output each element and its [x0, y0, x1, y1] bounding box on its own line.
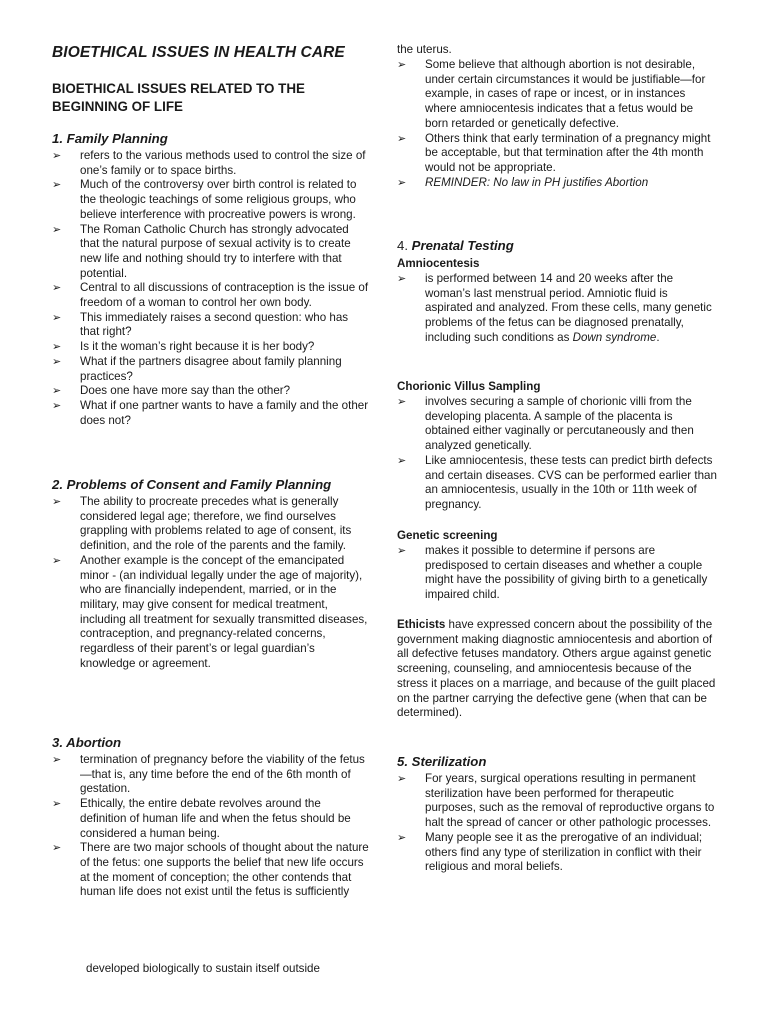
section-family-planning	[52, 130, 370, 428]
bullet-arrow-icon: ➢	[397, 545, 407, 557]
list-item: ➢ The ability to procreate precedes what is generally considered legal age; therefore, we find ourselves grappling with problems related to age of consent, its definition, and the role of the parents and the family.	[52, 495, 352, 553]
section-heading: 5. Sterilization	[397, 754, 487, 769]
bullet-arrow-icon: ➢	[397, 132, 407, 145]
list-item: ➢ is performed between 14 and 20 weeks after the woman’s last menstrual period. Amniotic fluid is aspirated and analyzed. From these cells, many genetic problems of the fetus can be diagnosed prenatally, including such conditions as Down syndrome.	[397, 272, 712, 344]
section-heading: 2. Problems of Consent and Family Planning	[52, 477, 332, 492]
bullet-arrow-icon: ➢	[52, 554, 62, 567]
list-item: ➢ Ethically, the entire debate revolves around the definition of human life and when the fetus should be considered a human being.	[52, 797, 351, 840]
bullet-arrow-icon: ➢	[397, 396, 407, 408]
bullet-list	[397, 272, 717, 346]
list-item: ➢ This immediately raises a second question: who has that right?	[52, 310, 349, 339]
bullet-arrow-icon: ➢	[52, 842, 62, 855]
bullet-list	[397, 544, 717, 603]
list-item: ➢ Much of the controversy over birth control is related to the theologic teachings of some religious groups, who believe interference with procreative powers is wrong.	[52, 178, 357, 221]
list-item: ➢ Many people see it as the prerogative of an individual; others find any type of sterilization in conflict with their religious and moral beliefs.	[397, 830, 703, 874]
bullet-arrow-icon: ➢	[52, 223, 62, 236]
page-subtitle: BIOETHICAL ISSUES RELATED TO THE BEGINNING OF LIFE	[52, 81, 305, 114]
bullet-arrow-icon: ➢	[52, 341, 62, 354]
bullet-arrow-icon: ➢	[52, 399, 62, 412]
bullet-arrow-icon: ➢	[397, 59, 407, 71]
list-item: ➢ involves securing a sample of chorionic villi from the developing placenta. A sample of the placenta is obtained either vaginally or percutaneously and then analyzed genetically.	[397, 395, 694, 453]
bullet-arrow-icon: ➢	[52, 179, 62, 192]
list-item: ➢ Some believe that although abortion is not desirable, under certain circumstances it would be justifiable—for example, in cases of rape or incest, or in instances where amniocentesis indicates that a fetus would be born retarded or genetically defective.	[397, 58, 706, 130]
list-item: ➢ Central to all discussions of contraception is the issue of freedom of a woman to control her own body.	[52, 281, 369, 310]
list-item: ➢ makes it possible to determine if persons are predisposed to certain diseases and whether a couple might have the possibility of giving birth to a genetically impaired child.	[397, 544, 708, 602]
list-item: ➢ There are two major schools of thought about the nature of the fetus: one supports the belief that new life occurs at the moment of conception; the other contends that human life does not exist until the fetus is sufficiently	[52, 841, 369, 899]
section-prenatal-testing	[397, 237, 717, 346]
bullet-list	[397, 395, 717, 513]
section-heading: 4. Prenatal Testing	[397, 238, 514, 253]
section-heading: 1. Family Planning	[52, 131, 168, 146]
list-item: ➢ termination of pregnancy before the viability of the fetus—that is, any time before the end of the 6th month of gestation.	[52, 753, 365, 796]
subheading-genetic-screening: Genetic screening	[397, 529, 498, 542]
bullet-arrow-icon: ➢	[52, 385, 62, 398]
reminder-note: REMINDER: No law in PH justifies Abortion	[425, 175, 649, 189]
subheading-amniocentesis: Amniocentesis	[397, 257, 480, 270]
bullet-list	[52, 149, 370, 428]
list-item: ➢ refers to the various methods used to control the size of one’s family or to space births.	[52, 149, 366, 177]
bullet-arrow-icon: ➢	[397, 454, 407, 467]
bullet-arrow-icon: ➢	[52, 496, 62, 508]
bullet-arrow-icon: ➢	[397, 773, 407, 785]
bullet-arrow-icon: ➢	[52, 355, 62, 368]
section-heading: 3. Abortion	[52, 735, 122, 750]
section-genetic-screening	[397, 528, 717, 603]
bullet-arrow-icon: ➢	[52, 282, 62, 295]
section-cvs	[397, 379, 717, 513]
page-continuation-text: developed biologically to sustain itself outside	[86, 962, 320, 975]
page-title: BIOETHICAL ISSUES IN HEALTH CARE	[52, 44, 345, 61]
bullet-list	[397, 58, 717, 190]
ethicists-paragraph: Ethicists have expressed concern about the possibility of the government making diagnostic amniocentesis and abortion of all defective fetuses mandatory. Others argue against genetic screening, counseling, and amniocentesis because of the stress it places on a marriage, and because of the guilt placed on the partner carrying the defective gene (when that can be determined).	[397, 618, 716, 720]
section-abortion	[52, 734, 370, 900]
bullet-arrow-icon: ➢	[52, 798, 62, 811]
bullet-arrow-icon: ➢	[397, 176, 407, 189]
list-item	[397, 176, 717, 191]
list-item: ➢ Others think that early termination of a pregnancy might be acceptable, but that termination after the 4th month would not be appropriate.	[397, 131, 711, 174]
list-item: ➢ What if the partners disagree about family planning practices?	[52, 354, 342, 383]
bullet-list	[52, 495, 370, 671]
list-item: ➢ The Roman Catholic Church has strongly advocated that the natural purpose of sexual activity is to create new life and nothing should try to interfere with that potential.	[52, 222, 351, 280]
bullet-arrow-icon: ➢	[52, 311, 62, 324]
list-item: ➢ For years, surgical operations resulting in permanent sterilization have been performed for therapeutic purposes, such as the removal of reproductive organs to halt the spread of cancer or other pathologic processes.	[397, 772, 715, 830]
list-item: ➢ Does one have more say than the other?	[52, 384, 291, 398]
list-item: ➢ Like amniocentesis, these tests can predict birth defects and certain diseases. CVS can be performed earlier than an amniocentesis, usually in the 10th or 11th week of pregnancy.	[397, 453, 717, 511]
list-item: ➢ Another example is the concept of the emancipated minor - (an individual legally under the age of majority), who are financially independent, married, or in the military, may give consent for medical treatment, including all treatment for sexually transmitted diseases, contraception, and pregnancy-related concerns, regardless of their parent’s or legal guardian’s knowledge or agreement.	[52, 553, 368, 670]
bullet-arrow-icon: ➢	[397, 273, 407, 285]
section-abortion-continued	[397, 58, 717, 190]
list-item: ➢ What if one partner wants to have a family and the other does not?	[52, 398, 369, 427]
bullet-arrow-icon: ➢	[52, 754, 62, 766]
bullet-arrow-icon: ➢	[397, 831, 407, 844]
list-item: ➢ Is it the woman’s right because it is her body?	[52, 340, 315, 354]
subheading-cvs: Chorionic Villus Sampling	[397, 380, 541, 393]
bullet-arrow-icon: ➢	[52, 150, 62, 162]
section-sterilization	[397, 753, 717, 875]
section-consent	[52, 476, 370, 671]
bullet-list	[397, 772, 717, 875]
column-continuation-text: the uterus.	[397, 43, 452, 56]
bullet-list	[52, 753, 370, 900]
